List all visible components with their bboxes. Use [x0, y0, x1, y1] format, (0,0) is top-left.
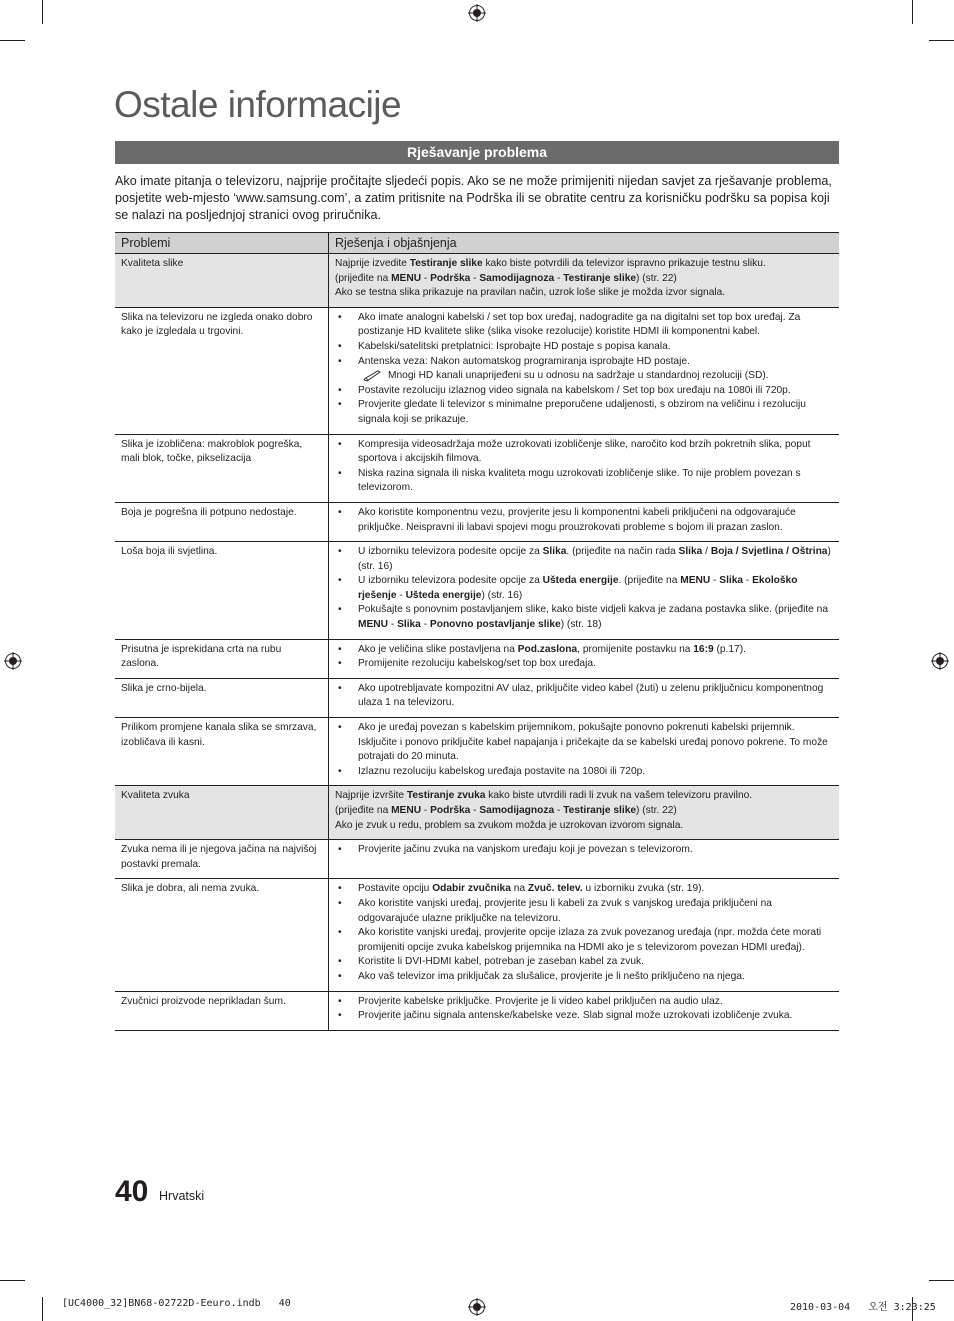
list-item: • Provjerite kabelske priključke. Provjerite je li video kabel priključen na audio ulaz. — [335, 995, 833, 1010]
emphasis-text: Testiranje slike — [409, 258, 483, 269]
table-row — [115, 639, 839, 678]
list-item: • Izlaznu rezoluciju kabelskog uređaja postavite na 1080i ili 720p. — [335, 765, 833, 780]
problem-cell: Zvučnici proizvode neprikladan šum. — [115, 991, 329, 1030]
emphasis-text: Slika — [678, 546, 703, 558]
solution-cell — [329, 678, 840, 717]
table-row — [115, 879, 839, 991]
note — [335, 369, 833, 384]
table-row — [115, 718, 839, 786]
list-item: • Ako koristite vanjski uređaj, provjerite opcije izlaza za zvuk povezanog uređaja (npr. možda ćete morati promijeniti opcije zvuka kabelskog prijemnika na HDMI ako je s televizorom povezan HDMI uređaj). — [335, 926, 833, 955]
solution-list — [335, 995, 833, 1024]
list-item: • Antenska veza: Nakon automatskog programiranja isprobajte HD postaje. — [335, 355, 833, 370]
emphasis-text: MENU — [391, 272, 422, 284]
solution-list — [335, 643, 833, 672]
list-item: • Ako koristite vanjski uređaj, provjerite jesu li kabeli za zvuk s vanjskog uređaja priključeni na odgovarajuće ulazne priključke na televizoru. — [335, 897, 833, 926]
table-row — [115, 307, 839, 434]
solution-list — [335, 721, 833, 779]
crop-mark — [929, 40, 954, 41]
print-slug-file: [UC4000_32]BN68-02722D-Eeuro.indb 40 — [62, 1298, 291, 1309]
crop-mark — [929, 1280, 954, 1281]
intro-paragraph: Ako imate pitanja o televizoru, najprije pročitajte sljedeći popis. Ako se ne može primijeniti nijedan savjet za rješavanje problema, posjetite web-mjesto ‘www.samsung.com’, a zatim pritisnite na Podrška ili se obratite centru za korisničku podršku sa popisa koji se nalazi na posljednjoj stranici ovog priručnika. — [115, 174, 832, 222]
solution-cell — [329, 307, 840, 434]
emphasis-text: Ekološko rješenje — [358, 575, 798, 601]
problem-cell: Slika je crno-bijela. — [115, 678, 329, 717]
solution-line: Ako se testna slika prikazuje na pravilan način, uzrok loše slike je možda izvor signala. — [335, 287, 726, 299]
emphasis-text: Ušteda energije — [405, 589, 482, 601]
emphasis-text: 16:9 — [693, 643, 714, 655]
solution-line: Najprije izvedite Testiranje slike kako biste potvrdili da televizor ispravno prikazuje testnu sliku. — [335, 258, 766, 269]
table-row — [115, 840, 839, 879]
emphasis-text: MENU — [680, 575, 711, 587]
list-item: • U izborniku televizora podesite opcije za Slika. (prijeđite na način rada Slika / Boja / Svjetlina / Oštrina) (str. 16) — [335, 545, 833, 574]
solution-cell — [329, 879, 840, 991]
crop-mark — [0, 40, 25, 41]
note-pencil-icon — [363, 370, 383, 382]
emphasis-text: Ušteda energije — [542, 575, 619, 587]
solution-list — [335, 843, 833, 858]
solution-cell — [329, 254, 840, 308]
emphasis-text: Slika — [719, 575, 744, 587]
troubleshooting-table — [115, 232, 839, 1031]
registration-mark-icon — [4, 652, 22, 670]
registration-mark-icon — [468, 4, 486, 22]
problem-cell: Prilikom promjene kanala slika se smrzava, izobličava ili kasni. — [115, 718, 329, 786]
list-item: • U izborniku televizora podesite opcije za Ušteda energije. (prijeđite na MENU - Slika - Ekološko rješenje - Ušteda energije) (str. 16) — [335, 574, 833, 603]
emphasis-text: Podrška — [430, 805, 471, 816]
list-item: • Provjerite jačinu signala antenske/kabelske veze. Slab signal može uzrokovati izobličenje zvuka. — [335, 1009, 833, 1024]
list-item: • Kabelski/satelitski pretplatnici: Isprobajte HD postaje s popisa kanala. — [335, 340, 833, 355]
table-row — [115, 254, 839, 308]
solution-list — [335, 438, 833, 496]
list-item: • Ako imate analogni kabelski / set top box uređaj, nadogradite ga na digitalni set top box uređaj. Za postizanje HD kvalitete slike (slika visoke rezolucije) koristite HDMI ili komponentni kabel. — [335, 311, 833, 340]
list-item: • Ako upotrebljavate kompozitni AV ulaz, priključite video kabel (žuti) u zelenu priključnicu komponentnog ulaza 1 na televizoru. — [335, 682, 833, 711]
table-header-row — [115, 233, 839, 254]
list-item: • Kompresija videosadržaja može uzrokovati izobličenje slike, naročito kod brzih pokretnih slika, poput sportova i akcijskih filmova. — [335, 438, 833, 467]
problem-cell: Slika je izobličena: makroblok pogreška, mali blok, točke, pikselizacija — [115, 434, 329, 502]
emphasis-text: MENU — [391, 805, 422, 816]
solution-line: Najprije izvršite Testiranje zvuka kako biste utvrdili radi li zvuk na vašem televizoru pravilno. — [335, 790, 753, 802]
emphasis-text: Podrška — [430, 272, 471, 284]
solution-cell — [329, 786, 840, 840]
emphasis-text: Testiranje slike — [563, 805, 637, 816]
list-item: • Provjerite gledate li televizor s minimalne preporučene udaljenosti, s obzirom na veličinu i rezoluciju signala koji se prikazuje. — [335, 398, 833, 427]
list-item: • Provjerite jačinu zvuka na vanjskom uređaju koji je povezan s televizorom. — [335, 843, 833, 858]
column-header-problems: Problemi — [115, 233, 329, 254]
emphasis-text: Pod.zaslona — [517, 643, 578, 655]
list-item: • Ako vaš televizor ima priključak za slušalice, provjerite je li nešto priključeno na njega. — [335, 970, 833, 985]
crop-mark — [42, 0, 43, 24]
solution-cell — [329, 718, 840, 786]
emphasis-text: MENU — [358, 619, 388, 631]
solution-cell — [329, 542, 840, 640]
list-item: • Postavite rezoluciju izlaznog video signala na kabelskom / Set top box uređaju na 1080i ili 720p. — [335, 384, 833, 399]
problem-cell: Loša boja ili svjetlina. — [115, 542, 329, 640]
crop-mark — [912, 0, 913, 24]
problem-cell: Slika na televizoru ne izgleda onako dobro kako je izgledala u trgovini. — [115, 307, 329, 434]
solution-list — [335, 682, 833, 711]
solution-cell — [329, 434, 840, 502]
table-row — [115, 786, 839, 840]
emphasis-text: Slika — [397, 619, 421, 631]
registration-mark-icon — [931, 652, 949, 670]
problem-cell: Zvuka nema ili je njegova jačina na najvišoj postavki premala. — [115, 840, 329, 879]
list-item: • Postavite opciju Odabir zvučnika na Zvuč. telev. u izborniku zvuka (str. 19). — [335, 882, 833, 897]
emphasis-text: Samodijagnoza — [479, 272, 555, 284]
problem-cell: Prisutna je isprekidana crta na rubu zaslona. — [115, 639, 329, 678]
problem-cell: Kvaliteta zvuka — [115, 786, 329, 840]
solution-list — [335, 311, 833, 428]
table-row — [115, 991, 839, 1030]
emphasis-text: Ponovno postavljanje slike — [429, 619, 561, 631]
list-item: • Ako koristite komponentnu vezu, provjerite jesu li komponentni kabeli priključeni na odgovarajuće priključke. Neispravni ili labavi spojevi mogu prouzrokovati probleme s bojom ili prazan zaslon. — [335, 506, 833, 535]
page-number: 40 — [115, 1175, 149, 1208]
list-item: • Pokušajte s ponovnim postavljanjem slike, kako biste vidjeli kakva je zadana postavka slike. (prijeđite na MENU - Slika - Ponovno postavljanje slike) (str. 18) — [335, 603, 833, 632]
solution-list — [335, 506, 833, 535]
print-slug-date: 2010-03-04 오전 3:23:25 — [790, 1302, 936, 1313]
solution-cell — [329, 991, 840, 1030]
problem-cell: Boja je pogrešna ili potpuno nedostaje. — [115, 502, 329, 541]
column-header-solutions: Rješenja i objašnjenja — [329, 233, 840, 254]
solution-cell — [329, 502, 840, 541]
section-heading: Rješavanje problema — [115, 141, 839, 164]
list-item: • Ako je veličina slike postavljena na Pod.zaslona, promijenite postavku na 16:9 (p.17). — [335, 643, 833, 658]
page-language: Hrvatski — [159, 1189, 205, 1203]
list-item: • Koristite li DVI-HDMI kabel, potreban je zaseban kabel za zvuk. — [335, 955, 833, 970]
emphasis-text: Slika — [542, 546, 567, 558]
list-item: • Promijenite rezoluciju kabelskog/set top box uređaja. — [335, 657, 833, 672]
emphasis-text: Testiranje slike — [563, 272, 637, 284]
solution-line: (prijeđite na MENU - Podrška - Samodijagnoza - Testiranje slike) (str. 22) — [335, 805, 677, 816]
note-text: Mnogi HD kanali unaprijeđeni su u odnosu na sadržaje u standardnoj rezoluciji (SD). — [388, 370, 769, 382]
list-item: • Ako je uređaj povezan s kabelskim prijemnikom, pokušajte ponovno pokrenuti kabelski prijemnik. Isključite i ponovo priključite kabel napajanja i pričekajte da se kabelski uređaj ponovo pokrene. To može potrajati do 20 minuta. — [335, 721, 833, 765]
solution-cell — [329, 840, 840, 879]
problem-cell: Kvaliteta slike — [115, 254, 329, 308]
page-title: Ostale informacije — [114, 84, 402, 125]
emphasis-text: Zvuč. telev. — [527, 883, 583, 895]
emphasis-text: Boja / Svjetlina / Oštrina — [710, 546, 828, 558]
solution-list — [335, 882, 833, 984]
table-row — [115, 678, 839, 717]
crop-mark — [0, 1280, 25, 1281]
emphasis-text: Samodijagnoza — [479, 805, 555, 816]
registration-mark-icon — [468, 1298, 486, 1316]
solution-list — [335, 545, 833, 633]
table-body — [115, 254, 839, 1031]
table-row — [115, 542, 839, 640]
emphasis-text: Testiranje zvuka — [406, 790, 486, 802]
table-row — [115, 434, 839, 502]
table-row — [115, 502, 839, 541]
problem-cell: Slika je dobra, ali nema zvuka. — [115, 879, 329, 991]
solution-line: Ako je zvuk u redu, problem sa zvukom možda je uzrokovan izvorom signala. — [335, 819, 684, 831]
solution-cell — [329, 639, 840, 678]
list-item: • Niska razina signala ili niska kvaliteta mogu uzrokovati izobličenje slike. To nije problem povezan s televizorom. — [335, 467, 833, 496]
crop-mark — [42, 1297, 43, 1321]
solution-line: (prijeđite na MENU - Podrška - Samodijagnoza - Testiranje slike) (str. 22) — [335, 272, 677, 284]
emphasis-text: Odabir zvučnika — [432, 883, 511, 895]
